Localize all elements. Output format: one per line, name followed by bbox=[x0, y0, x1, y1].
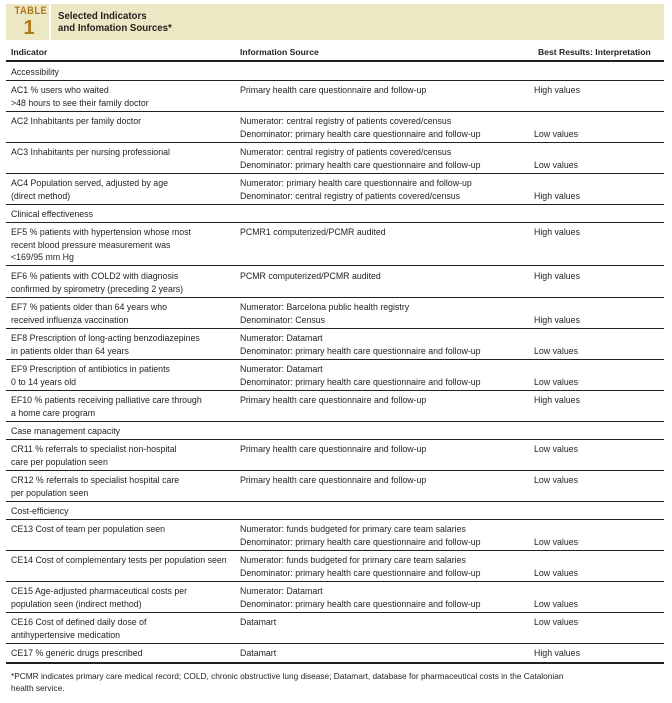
source-text: Denominator: primary health care questionnaire and follow-up bbox=[240, 345, 481, 356]
source-text: Numerator: central registry of patients covered/census bbox=[240, 147, 452, 157]
source-text: Numerator: primary health care questionnaire and follow-up bbox=[240, 178, 472, 188]
result-text: High values bbox=[534, 85, 580, 95]
source-text: Datamart bbox=[240, 617, 277, 627]
result-text: Low values bbox=[534, 345, 579, 356]
indicator-text: EF5 % patients with hypertension whose most bbox=[11, 227, 191, 237]
indicator-text: antihypertensive medication bbox=[11, 629, 121, 640]
source-text: Numerator: Datamart bbox=[240, 364, 323, 374]
result-text: Low values bbox=[534, 475, 579, 485]
indicator-text: >48 hours to see their family doctor bbox=[11, 97, 149, 108]
bottom-rule bbox=[6, 662, 664, 664]
result-text: High values bbox=[534, 648, 580, 658]
divider bbox=[6, 359, 664, 360]
indicator-text: 0 to 14 years old bbox=[11, 376, 77, 387]
indicator-text: EF7 % patients older than 64 years who bbox=[11, 302, 167, 312]
indicator-text: a home care program bbox=[11, 407, 96, 418]
source-text: Primary health care questionnaire and follow-up bbox=[240, 85, 427, 95]
section-accessibility: Accessibility bbox=[11, 67, 59, 77]
source-text: Denominator: primary health care questionnaire and follow-up bbox=[240, 567, 481, 578]
divider bbox=[6, 222, 664, 223]
indicator-text: per population seen bbox=[11, 487, 89, 498]
indicator-text: recent blood pressure measurement was bbox=[11, 239, 171, 250]
header-separator bbox=[49, 4, 51, 40]
indicator-text: AC4 Population served, adjusted by age bbox=[11, 178, 168, 188]
result-text: High values bbox=[534, 395, 580, 405]
divider bbox=[6, 439, 664, 440]
source-text: Denominator: primary health care questionnaire and follow-up bbox=[240, 159, 481, 170]
divider bbox=[6, 297, 664, 298]
source-text: Denominator: primary health care questionnaire and follow-up bbox=[240, 128, 481, 139]
source-text: Numerator: Datamart bbox=[240, 333, 323, 343]
divider bbox=[6, 142, 664, 143]
source-text: Denominator: primary health care questionnaire and follow-up bbox=[240, 376, 481, 387]
indicator-text: EF6 % patients with COLD2 with diagnosis bbox=[11, 271, 179, 281]
table-label bbox=[12, 6, 46, 39]
divider bbox=[6, 501, 664, 502]
source-text: PCMR computerized/PCMR audited bbox=[240, 271, 381, 281]
table-footnote bbox=[11, 671, 651, 694]
column-header-indicator: Indicator bbox=[11, 47, 48, 57]
indicator-text: EF10 % patients receiving palliative care through bbox=[11, 395, 202, 405]
source-text: Denominator: primary health care questionnaire and follow-up bbox=[240, 598, 481, 609]
indicator-text: CR12 % referrals to specialist hospital care bbox=[11, 475, 180, 485]
indicator-text: AC2 Inhabitants per family doctor bbox=[11, 116, 142, 126]
result-text: Low values bbox=[534, 376, 579, 387]
indicator-text: (direct method) bbox=[11, 190, 71, 201]
result-text: Low values bbox=[534, 598, 579, 609]
table-label-word: TABLE bbox=[14, 5, 48, 17]
source-text: Primary health care questionnaire and follow-up bbox=[240, 395, 427, 405]
result-text: High values bbox=[534, 271, 580, 281]
section-case-management: Case management capacity bbox=[11, 426, 121, 436]
result-text: High values bbox=[534, 227, 580, 237]
divider bbox=[6, 612, 664, 613]
result-text: High values bbox=[534, 190, 580, 201]
divider bbox=[6, 111, 664, 112]
section-cost-efficiency: Cost-efficiency bbox=[11, 506, 69, 516]
divider bbox=[6, 265, 664, 266]
indicator-text: in patients older than 64 years bbox=[11, 345, 129, 356]
divider bbox=[6, 204, 664, 205]
result-text: Low values bbox=[534, 536, 579, 547]
result-text: Low values bbox=[534, 128, 579, 139]
source-text: Numerator: funds budgeted for primary care team salaries bbox=[240, 555, 466, 565]
source-text: Primary health care questionnaire and follow-up bbox=[240, 444, 427, 454]
section-clinical: Clinical effectiveness bbox=[11, 209, 93, 219]
table-title-line1: Selected Indicators bbox=[58, 10, 147, 22]
header-rule bbox=[6, 60, 664, 62]
indicator-text: care per population seen bbox=[11, 456, 108, 467]
indicator-text: <169/95 mm Hg bbox=[11, 252, 74, 262]
divider bbox=[6, 519, 664, 520]
source-text: Numerator: Datamart bbox=[240, 586, 323, 596]
result-text: Low values bbox=[534, 567, 579, 578]
divider bbox=[6, 421, 664, 422]
source-text: Numerator: Barcelona public health registry bbox=[240, 302, 410, 312]
column-header-source: Information Source bbox=[240, 47, 319, 57]
source-text: Primary health care questionnaire and follow-up bbox=[240, 475, 427, 485]
source-text: Denominator: primary health care questionnaire and follow-up bbox=[240, 536, 481, 547]
source-text: Numerator: central registry of patients covered/census bbox=[240, 116, 452, 126]
indicator-text: CE14 Cost of complementary tests per population seen bbox=[11, 555, 227, 565]
indicator-text: CE17 % generic drugs prescribed bbox=[11, 648, 143, 658]
table-label-number: 1 bbox=[23, 17, 35, 39]
indicator-text: EF8 Prescription of long-acting benzodiazepines bbox=[11, 333, 200, 343]
table-title bbox=[58, 10, 172, 34]
source-text: Denominator: central registry of patients covered/census bbox=[240, 190, 461, 201]
indicator-text: CE15 Age-adjusted pharmaceutical costs per bbox=[11, 586, 188, 596]
indicator-text: confirmed by spirometry (preceding 2 years) bbox=[11, 283, 184, 294]
footnote-line: health service. bbox=[11, 682, 65, 693]
divider bbox=[6, 173, 664, 174]
indicator-text: received influenza vaccination bbox=[11, 314, 129, 325]
source-text: Datamart bbox=[240, 648, 277, 658]
indicator-text: CE13 Cost of team per population seen bbox=[11, 524, 166, 534]
result-text: High values bbox=[534, 314, 580, 325]
footnote-line: *PCMR indicates primary care medical record; COLD, chronic obstructive lung disease; Datamart, database for pharmaceutical costs in the Catalonian bbox=[11, 671, 564, 681]
source-text: PCMR1 computerized/PCMR audited bbox=[240, 227, 386, 237]
indicator-text: AC3 Inhabitants per nursing professional bbox=[11, 147, 170, 157]
table-title-line2: and Infomation Sources* bbox=[58, 22, 172, 34]
result-text: Low values bbox=[534, 159, 579, 170]
divider bbox=[6, 80, 664, 81]
column-header-result: Best Results: Interpretation bbox=[538, 47, 651, 57]
indicator-text: CR11 % referrals to specialist non-hospital bbox=[11, 444, 177, 454]
divider bbox=[6, 550, 664, 551]
divider bbox=[6, 390, 664, 391]
divider bbox=[6, 581, 664, 582]
indicator-text: EF9 Prescription of antibiotics in patients bbox=[11, 364, 170, 374]
source-text: Numerator: funds budgeted for primary care team salaries bbox=[240, 524, 466, 534]
divider bbox=[6, 643, 664, 644]
result-text: Low values bbox=[534, 444, 579, 454]
source-text: Denominator: Census bbox=[240, 314, 326, 325]
indicator-text: population seen (indirect method) bbox=[11, 598, 142, 609]
indicator-text: AC1 % users who waited bbox=[11, 85, 109, 95]
indicator-text: CE16 Cost of defined daily dose of bbox=[11, 617, 147, 627]
divider bbox=[6, 470, 664, 471]
divider bbox=[6, 328, 664, 329]
result-text: Low values bbox=[534, 617, 579, 627]
